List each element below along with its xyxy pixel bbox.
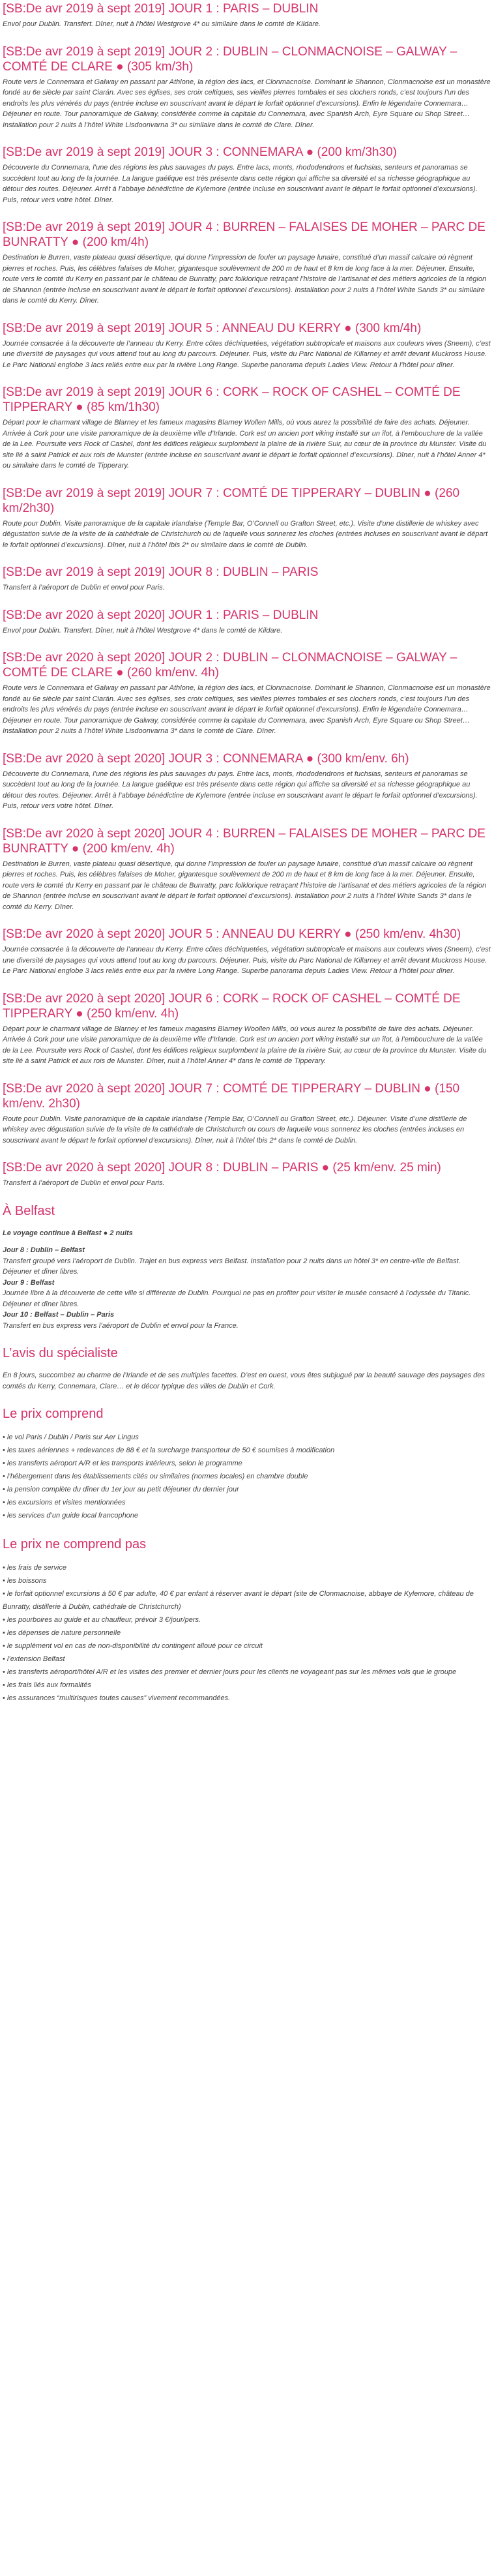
day-text: Transfert à l’aéroport de Dublin et envol pour Paris.: [3, 584, 165, 592]
day-title: [SB:De avr 2020 à sept 2020] JOUR 1 : PARIS – DUBLIN: [3, 608, 319, 622]
price-includes-section: [3, 1406, 491, 1522]
day-block: [3, 321, 491, 371]
day-block: [3, 1, 491, 30]
day-text: Envol pour Dublin. Transfert. Dîner, nuit à l’hôtel Westgrove 4* ou similaire dans le comté de Kildare.: [3, 20, 321, 28]
day-block: [3, 1081, 491, 1146]
day-title: [SB:De avr 2020 à sept 2020] JOUR 5 : ANNEAU DU KERRY ● (250 km/env. 4h30): [3, 927, 461, 941]
day-title: [SB:De avr 2020 à sept 2020] JOUR 2 : DUBLIN – CLONMACNOISE – GALWAY – COMTÉ DE CLARE ● (260 km/env. 4h): [3, 651, 458, 680]
price-excludes-list: [3, 1561, 491, 1705]
price-includes-title: Le prix comprend: [3, 1407, 104, 1421]
specialist-text: En 8 jours, succombez au charme de l’Irlande et de ses multiples facettes. D’est en ouest, vous êtes subjugué par la beauté sauvage des paysages des comtés du Kerry, Connemara, Clare… et le décor typique des villes de Dublin et Cork.: [3, 1371, 485, 1390]
day-block: [3, 650, 491, 737]
list-item: • les assurances “multirisques toutes causes” vivement recommandées.: [3, 1692, 491, 1705]
day-text: Route pour Dublin. Visite panoramique de la capitale irlandaise (Temple Bar, O’Connell ou Grafton Street, etc.). Visite d’une distillerie de whiskey avec dégustation suivie de la visite de la cathédrale de Christchurch ou de laquelle vous sonnerez les cloches (entrées incluses en souscrivant avant le départ le forfait optionnel d’excursions). Dîner, nuit à l’hôtel Ibis 2* ou similaire dans le comté de Dublin.: [3, 519, 488, 549]
day-text: Destination le Burren, vaste plateau quasi désertique, qui donne l’impression de fouler un paysage lunaire, constitué d’un massif calcaire où règnent pierres et roches. Puis, les célèbres falaises de Moher, gigantesque soulèvement de 200 m de haut et 8 km de long face à la mer. Déjeuner. Ensuite, route vers le comté du Kerry en passant par le château de Bunratty, parc folklorique retraçant l’histoire de l’artisanat et des métiers agricoles de la région de Shannon (entrée incluse en souscrivant avant le départ le forfait optionnel d’excursions). Installation pour 2 nuits à l’hôtel White Sands 3* ou similaire dans le comté du Kerry. Dîner.: [3, 254, 487, 305]
list-item: • les taxes aériennes + redevances de 88 € et la surcharge transporteur de 50 € soumises à modification: [3, 1444, 491, 1457]
belfast-title: À Belfast: [3, 1203, 55, 1218]
day-title: [SB:De avr 2019 à sept 2019] JOUR 4 : BURREN – FALAISES DE MOHER – PARC DE BUNRATTY ● (200 km/4h): [3, 220, 486, 249]
belfast-section: [3, 1203, 491, 1332]
list-item: • les pourboires au guide et au chauffeur, prévoir 3 €/jour/pers.: [3, 1613, 491, 1626]
specialist-title: L’avis du spécialiste: [3, 1346, 118, 1360]
day-text: Journée consacrée à la découverte de l’anneau du Kerry. Entre côtes déchiquetées, végétation subtropicale et maisons aux couleurs vives (Sneem), c’est une diversité de paysages qui vous attend tout au long du parcours. Déjeuner. Puis, visite du Parc National de Killarney et arrêt devant Muckross House. Le Parc National englobe 3 lacs reliés entre eux par la rivière Long Range. Superbe panorama depuis Ladies View. Retour à l’hôtel pour dîner.: [3, 339, 491, 369]
day-block: [3, 1160, 491, 1189]
itinerary: [3, 1, 491, 1189]
list-item: • l’hébergement dans les établissements cités ou similaires (normes locales) en chambre double: [3, 1470, 491, 1483]
list-item: • les frais de service: [3, 1561, 491, 1574]
day-block: [3, 608, 491, 637]
specialist-section: [3, 1345, 491, 1392]
day-block: [3, 145, 491, 205]
day-title: [SB:De avr 2019 à sept 2019] JOUR 5 : ANNEAU DU KERRY ● (300 km/4h): [3, 321, 422, 335]
day-block: [3, 220, 491, 307]
day-title: [SB:De avr 2019 à sept 2019] JOUR 1 : PARIS – DUBLIN: [3, 2, 319, 16]
belfast-days: [3, 1245, 491, 1331]
list-item: • les boissons: [3, 1574, 491, 1587]
price-excludes-title: Le prix ne comprend pas: [3, 1537, 147, 1551]
day-block: [3, 927, 491, 977]
belfast-label: Le voyage continue à Belfast ● 2 nuits: [3, 1229, 133, 1237]
belfast-day-head: Jour 8 : Dublin – Belfast: [3, 1246, 85, 1254]
list-item: • les frais liés aux formalités: [3, 1679, 491, 1692]
day-title: [SB:De avr 2020 à sept 2020] JOUR 4 : BURREN – FALAISES DE MOHER – PARC DE BUNRATTY ● (200 km/env. 4h): [3, 826, 486, 856]
price-includes-list: [3, 1431, 491, 1522]
day-title: [SB:De avr 2019 à sept 2019] JOUR 8 : DUBLIN – PARIS: [3, 565, 319, 579]
day-title: [SB:De avr 2020 à sept 2020] JOUR 3 : CONNEMARA ● (300 km/env. 6h): [3, 751, 409, 766]
day-block: [3, 565, 491, 593]
day-text: Découverte du Connemara, l’une des régions les plus sauvages du pays. Entre lacs, monts, rhododendrons et fuchsias, senteurs et panoramas se succèdent tout au long de la journée. La langue gaélique est très présente dans cette région qui affiche sa diversité et sa richesse géographique au détour des routes. Déjeuner. Arrêt à l’abbaye bénédictine de Kylemore (entrée incluse en souscrivant avant le départ le forfait optionnel d’excursions). Puis, retour vers votre hôtel. Dîner.: [3, 164, 478, 204]
day-block: [3, 385, 491, 472]
belfast-day-text: Transfert en bus express vers l’aéroport de Dublin et envol pour la France.: [3, 1321, 239, 1330]
day-block: [3, 751, 491, 812]
belfast-day-head: Jour 10 : Belfast – Dublin – Paris: [3, 1311, 115, 1319]
list-item: • l’extension Belfast: [3, 1653, 491, 1666]
price-excludes-section: [3, 1536, 491, 1705]
list-item: • les dépenses de nature personnelle: [3, 1626, 491, 1640]
day-text: Destination le Burren, vaste plateau quasi désertique, qui donne l’impression de fouler un paysage lunaire, constitué d’un massif calcaire où règnent pierres et roches. Puis, les célèbres falaises de Moher, gigantesque soulèvement de 200 m de haut et 8 km de long face à la mer. Déjeuner. Ensuite, route vers le comté du Kerry en passant par le château de Bunratty, parc folklorique retraçant l’histoire de l’artisanat et des métiers agricoles de la région de Shannon (entrée incluse en souscrivant avant le départ le forfait optionnel d’excursions). Installation pour 2 nuits à l’hôtel White Sands 3* dans le comté du Kerry. Dîner.: [3, 860, 487, 911]
day-title: [SB:De avr 2019 à sept 2019] JOUR 6 : CORK – ROCK OF CASHEL – COMTÉ DE TIPPERARY ● (85 km/1h30): [3, 385, 461, 414]
day-title: [SB:De avr 2019 à sept 2019] JOUR 7 : COMTÉ DE TIPPERARY – DUBLIN ● (260 km/2h30): [3, 486, 460, 515]
list-item: • le forfait optionnel excursions à 50 € par adulte, 40 € par enfant à réserver avant le départ (site de Clonmacnoise, abbaye de Kylemore, château de Bunratty, distillerie à Dublin, cathédrale de Christchurch): [3, 1587, 491, 1613]
day-title: [SB:De avr 2020 à sept 2020] JOUR 6 : CORK – ROCK OF CASHEL – COMTÉ DE TIPPERARY ● (250 km/env. 4h): [3, 991, 461, 1021]
list-item: • les services d’un guide local francophone: [3, 1509, 491, 1522]
day-text: Route vers le Connemara et Galway en passant par Athlone, la région des lacs, et Clonmacnoise. Dominant le Shannon, Clonmacnoise est un monastère fondé au 6e siècle par saint Ciarán. Avec ses églises, ses croix celtiques, ses vieilles pierres tombales et ses clochers ronds, c’est toujours l’un des endroits les plus vénérés du pays (entrée incluse en souscrivant avant le départ le forfait optionnel d’excursions). Enfin le légendaire Connemara… Déjeuner en route. Tour panoramique de Galway, considérée comme la capitale du Connemara, avec Spanish Arch, Eyre Square ou Shop Street… Installation pour 2 nuits à l’hôtel White Lisdoonvarna 3* dans le comté de Clare. Dîner.: [3, 684, 491, 735]
day-text: Découverte du Connemara, l’une des régions les plus sauvages du pays. Entre lacs, monts, rhododendrons et fuchsias, senteurs et panoramas se succèdent tout au long de la journée. La langue gaélique est très présente dans cette région qui affiche sa diversité et sa richesse géographique au détour des routes. Déjeuner. Arrêt à l’abbaye bénédictine de Kylemore (entrée incluse en souscrivant avant le départ le forfait optionnel d’excursions). Puis, retour vers votre hôtel. Dîner.: [3, 770, 478, 810]
day-block: [3, 826, 491, 913]
day-title: [SB:De avr 2020 à sept 2020] JOUR 8 : DUBLIN – PARIS ● (25 km/env. 25 min): [3, 1161, 441, 1175]
day-title: [SB:De avr 2019 à sept 2019] JOUR 3 : CONNEMARA ● (200 km/3h30): [3, 145, 397, 159]
belfast-day-text: Transfert groupé vers l’aéroport de Dublin. Trajet en bus express vers Belfast. Installation pour 2 nuits dans un hôtel 3* en centre-ville de Belfast. Déjeuner et dîner libres.: [3, 1257, 461, 1276]
belfast-day-head: Jour 9 : Belfast: [3, 1278, 55, 1287]
day-text: Transfert à l’aéroport de Dublin et envol pour Paris.: [3, 1179, 165, 1187]
day-title: [SB:De avr 2020 à sept 2020] JOUR 7 : COMTÉ DE TIPPERARY – DUBLIN ● (150 km/env. 2h30): [3, 1081, 460, 1111]
list-item: • la pension complète du dîner du 1er jour au petit déjeuner du dernier jour: [3, 1483, 491, 1496]
day-block: [3, 991, 491, 1067]
day-text: Journée consacrée à la découverte de l’anneau du Kerry. Entre côtes déchiquetées, végétation subtropicale et maisons aux couleurs vives (Sneem), c’est une diversité de paysages qui vous attend tout au long du parcours. Déjeuner. Puis, visite du Parc National de Killarney et arrêt devant Muckross House. Le Parc National englobe 3 lacs reliés entre eux par la rivière Long Range. Superbe panorama depuis Ladies View. Retour à l’hôtel pour dîner.: [3, 946, 491, 975]
day-title: [SB:De avr 2019 à sept 2019] JOUR 2 : DUBLIN – CLONMACNOISE – GALWAY – COMTÉ DE CLARE ● (305 km/3h): [3, 44, 458, 74]
day-text: Envol pour Dublin. Transfert. Dîner, nuit à l’hôtel Westgrove 4* dans le comté de Kildare.: [3, 626, 283, 635]
list-item: • le vol Paris / Dublin / Paris sur Aer Lingus: [3, 1431, 491, 1444]
day-block: [3, 44, 491, 131]
day-text: Route vers le Connemara et Galway en passant par Athlone, la région des lacs, et Clonmacnoise. Dominant le Shannon, Clonmacnoise est un monastère fondé au 6e siècle par saint Ciarán. Avec ses églises, ses croix celtiques, ses vieilles pierres tombales et ses clochers ronds, c’est toujours l’un des endroits les plus vénérés du pays (entrée incluse en souscrivant avant le départ le forfait optionnel d’excursions). Enfin le légendaire Connemara… Déjeuner en route. Tour panoramique de Galway, considérée comme la capitale du Connemara, avec Spanish Arch, Eyre Square ou Shop Street… Installation pour 2 nuits à l’hôtel White Lisdoonvarna 3* ou similaire dans le comté de Clare. Dîner.: [3, 78, 491, 129]
belfast-day-text: Journée libre à la découverte de cette ville si différente de Dublin. Pourquoi ne pas en profiter pour visiter le musée consacré à l’odyssée du Titanic. Déjeuner et dîner libres.: [3, 1289, 471, 1308]
list-item: • les transferts aéroport/hôtel A/R et les visites des premier et dernier jours pour les clients ne voyageant pas sur les mêmes vols que le groupe: [3, 1666, 491, 1679]
day-text: Départ pour le charmant village de Blarney et les fameux magasins Blarney Woollen Mills, où vous aurez la possibilité de faire des achats. Déjeuner. Arrivée à Cork pour une visite panoramique de la deuxième ville d’Irlande. Cork est un ancien port viking installé sur un îlot, à l’embouchure de la vallée de la Lee. Poursuite vers Rock of Cashel, dont les édifices religieux surplombent la plaine de la rivière Suir, au cœur de la province du Munster. Visite du site lié à saint Patrick et aux rois de Munster. Dîner, nuit à l’hôtel Anner 4* dans le comté de Tipperary.: [3, 1025, 487, 1065]
day-block: [3, 486, 491, 551]
list-item: • le supplément vol en cas de non-disponibilité du contingent alloué pour ce circuit: [3, 1640, 491, 1653]
list-item: • les excursions et visites mentionnées: [3, 1496, 491, 1509]
list-item: • les transferts aéroport A/R et les transports intérieurs, selon le programme: [3, 1457, 491, 1470]
day-text: Route pour Dublin. Visite panoramique de la capitale irlandaise (Temple Bar, O’Connell ou Grafton Street, etc.). Déjeuner. Visite d’une distillerie de whiskey avec dégustation suivie de la visite de la cathédrale de Christchurch ou cours de laquelle vous sonnerez les cloches (entrées incluses en souscrivant avant le départ le forfait optionnel d’excursions). Dîner, nuit à l’hôtel Ibis 2* dans le comté de Dublin.: [3, 1115, 467, 1145]
day-text: Départ pour le charmant village de Blarney et les fameux magasins Blarney Wollen Mills, où vous aurez la possibilité de faire des achats. Déjeuner. Arrivée à Cork pour une visite panoramique de la deuxième ville d’Irlande. Cork est un ancien port viking installé sur un îlot, à l’embouchure de la vallée de la Lee. Poursuite vers Rock of Cashel, dont les édifices religieux surplombent la plaine de la rivière Suir, au cœur de la province du Munster. Visite du site lié à saint Patrick et aux rois de Munster (entrée incluse en souscrivant avant le départ le forfait optionnel d’excursions). Dîner, nuit à l’hôtel Anner 4* ou similaire dans le comté de Tipperary.: [3, 419, 487, 470]
